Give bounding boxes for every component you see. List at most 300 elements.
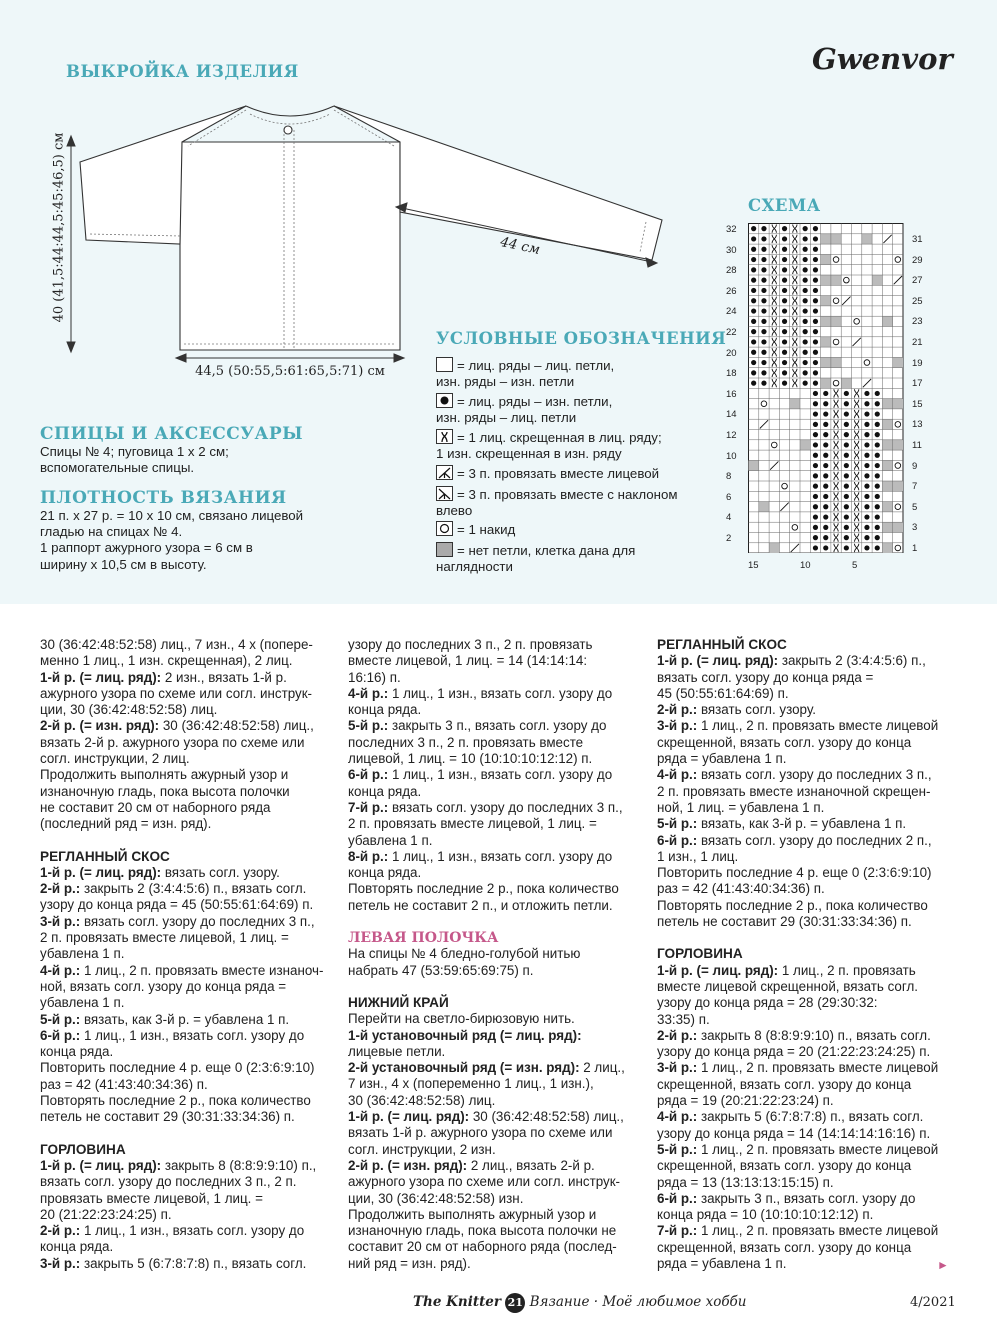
page-number: 21 xyxy=(505,1293,525,1313)
chart-cell-purl xyxy=(823,504,828,509)
chart-cell-purl xyxy=(844,484,849,489)
chart-cell-purl xyxy=(864,453,869,458)
chart-cell-purl xyxy=(864,545,869,550)
chart-cell-purl xyxy=(864,422,869,427)
chart-cell-purl xyxy=(782,319,787,324)
chart-cell-purl xyxy=(813,370,818,375)
paragraph: 3-й р.: 1 лиц., 2 п. провязать вместе лицевой скрещенной, вязать согл. узору до конца ряда = 19 (20:21:22:23:24) п. xyxy=(657,1060,939,1109)
paragraph: 4-й р.: 1 лиц., 2 п. провязать вместе изнаноч- ной, вязать согл. узору до конца ряда = убавлена 1 п. xyxy=(40,962,324,1011)
chart-cell-purl xyxy=(813,278,818,283)
legend-item-twisted: = 1 лиц. скрещенная в лиц. ряду; 1 изн. скрещенная в изн. ряду xyxy=(436,430,662,461)
chart-cell-purl xyxy=(782,381,787,386)
chart-row-number: 6 xyxy=(726,491,732,503)
chart-cell-purl xyxy=(761,350,766,355)
chart-row-number: 2 xyxy=(726,533,732,544)
chart-cell-purl xyxy=(875,514,880,519)
chart-cell-purl xyxy=(803,247,808,252)
chart-cell-purl xyxy=(751,236,756,241)
chart-cell-purl xyxy=(823,422,828,427)
chart-cell-purl xyxy=(761,308,766,313)
chart-cell-purl xyxy=(761,319,766,324)
chart-cell-purl xyxy=(782,288,787,293)
stitch-chart xyxy=(748,223,905,553)
chart-row-number: 27 xyxy=(912,275,923,287)
chart-cell-purl xyxy=(813,381,818,386)
chart-cell-no-stitch xyxy=(831,357,841,367)
section-heading: НИЖНИЙ КРАЙ xyxy=(348,994,449,1010)
chart-cell-purl xyxy=(813,442,818,447)
chart-cell-purl xyxy=(823,401,828,406)
chart-cell-purl xyxy=(875,463,880,468)
paragraph: 4-й р.: 1 лиц., 1 изн., вязать согл. узору до конца ряда. xyxy=(348,685,613,718)
paragraph: 3-й р.: закрыть 5 (6:7:8:7:8) п., вязать согл. xyxy=(40,1255,307,1271)
chart-cell-purl xyxy=(803,339,808,344)
chart-cell-purl xyxy=(813,504,818,509)
chart-cell-purl xyxy=(803,381,808,386)
chart-cell-purl xyxy=(782,350,787,355)
paragraph: Перейти на светло-бирюзовую нить. xyxy=(348,1011,575,1027)
chart-cell-purl xyxy=(813,319,818,324)
chart-cell-purl xyxy=(782,278,787,283)
chart-cell-purl xyxy=(844,525,849,530)
yarn-over-icon xyxy=(436,521,453,536)
chart-cell-purl xyxy=(782,329,787,334)
chart-cell-purl xyxy=(803,288,808,293)
chart-cell-purl xyxy=(875,494,880,499)
chart-row-number: 15 xyxy=(912,398,923,410)
chart-row-number: 29 xyxy=(912,254,923,266)
issue-number: 4/2021 xyxy=(910,1295,956,1310)
chart-cell-purl xyxy=(813,257,818,262)
chart-cell-purl xyxy=(823,473,828,478)
chart-cell-no-stitch xyxy=(882,460,892,470)
chart-row-number: 13 xyxy=(912,419,923,431)
paragraph: 6-й р.: закрыть 3 п., вязать согл. узору до конца ряда = 10 (10:10:10:12:12) п. xyxy=(657,1190,916,1223)
chart-row-number: 24 xyxy=(726,306,737,318)
chart-cell-purl xyxy=(813,494,818,499)
section-heading: ГОРЛОВИНА xyxy=(657,946,743,962)
chart-cell-purl xyxy=(751,360,756,365)
magazine-tagline: Вязание · Моё любимое хобби xyxy=(529,1294,747,1310)
paragraph: 6-й р.: вязать согл. узору до последних 2 п., 1 изн., 1 лиц. xyxy=(657,832,932,864)
chart-cell-purl xyxy=(875,422,880,427)
chart-cell-no-stitch xyxy=(872,275,882,285)
chart-cell-purl xyxy=(803,278,808,283)
paragraph: 1-й р. (= лиц. ряд): 30 (36:42:48:52:58) лиц., вязать 1-й р. ажурного узора по схеме или согл. инструкции, 2 изн. xyxy=(348,1109,624,1157)
chart-cell-purl xyxy=(782,247,787,252)
chart-cell-purl xyxy=(751,370,756,375)
chart-cell-no-stitch xyxy=(893,440,903,450)
chart-cell-purl xyxy=(823,463,828,468)
chart-row-number: 28 xyxy=(726,265,737,277)
paragraph: 5-й р.: вязать, как 3-й р. = убавлена 1 п. xyxy=(657,816,907,832)
section-heading-left-front: ЛЕВАЯ ПОЛОЧКА xyxy=(348,930,499,947)
legend-item-k3tog: = 3 п. провязать вместе лицевой xyxy=(436,465,716,482)
chart-row-number: 7 xyxy=(912,481,918,493)
paragraph: 1-й установочный ряд (= лиц. ряд): лицевые петли. xyxy=(348,1027,582,1059)
chart-cell-purl xyxy=(813,401,818,406)
chart-cell-purl xyxy=(761,360,766,365)
chart-cell-no-stitch xyxy=(893,357,903,367)
chart-cell-no-stitch xyxy=(821,316,831,326)
chart-cell-purl xyxy=(844,535,849,540)
chart-cell-purl xyxy=(761,381,766,386)
legend-item-purl: = лиц. ряды – изн. петли, изн. ряды – лиц. петли xyxy=(436,394,613,425)
chart-cell-purl xyxy=(761,288,766,293)
chart-cell-purl xyxy=(844,463,849,468)
chart-cell-purl xyxy=(844,494,849,499)
chart-cell-no-stitch xyxy=(882,316,892,326)
chart-row-number: 4 xyxy=(726,512,732,524)
chart-cell-no-stitch xyxy=(882,522,892,532)
paragraph: 8-й р.: 1 лиц., 1 изн., вязать согл. узору до конца ряда. xyxy=(348,848,613,881)
paragraph: 1-й р. (= лиц. ряд): закрыть 2 (3:4:4:5:6) п., вязать согл. узору до конца ряда = 45 (50:55:61:64:69) п. xyxy=(657,653,926,701)
chart-cell-purl xyxy=(803,329,808,334)
chart-cell-purl xyxy=(844,422,849,427)
paragraph: 2-й р. (= изн. ряд): 2 лиц., вязать 2-й р. ажурного узора по схеме или согл. инструк- ции, 30 (36:42:48:52:58) изн. xyxy=(348,1157,621,1206)
paragraph: 5-й р.: вязать, как 3-й р. = убавлена 1 п. xyxy=(40,1011,290,1027)
chart-cell-purl xyxy=(761,236,766,241)
paragraph: узору до последних 3 п., 2 п. провязать вместе лицевой, 1 лиц. = 14 (14:14:14: 16:16) п. xyxy=(348,637,593,685)
chart-cell-purl xyxy=(782,308,787,313)
chart-cell-no-stitch xyxy=(882,419,892,429)
chart-cell-purl xyxy=(761,370,766,375)
chart-row-number: 20 xyxy=(726,347,737,359)
chart-row-number: 11 xyxy=(912,440,922,451)
chart-row-number: 1 xyxy=(912,543,918,554)
chart-row-number: 31 xyxy=(912,234,923,245)
sleeve-length-label: 44 см xyxy=(498,233,542,259)
paragraph: Повторить последние 4 р. еще 0 (2:3:6:9:10) раз = 42 (41:43:40:34:36) п. Повторять последние 2 р., пока количество петель не составит 29 (30:31:33:34:36) п. xyxy=(40,1060,315,1125)
twisted-stitch-icon xyxy=(436,429,453,444)
chart-cell-purl xyxy=(803,370,808,375)
chart-title: СХЕМА xyxy=(748,196,821,215)
chart-cell-purl xyxy=(803,360,808,365)
chart-cell-no-stitch xyxy=(790,399,800,409)
chart-cell-no-stitch xyxy=(882,440,892,450)
chart-cell-purl xyxy=(813,350,818,355)
chart-row-number: 14 xyxy=(726,409,737,421)
chart-cell-purl xyxy=(864,535,869,540)
chart-cell-purl xyxy=(813,247,818,252)
chart-cell-no-stitch xyxy=(882,481,892,491)
page-footer xyxy=(413,1293,747,1313)
chart-cell-purl xyxy=(875,473,880,478)
chart-cell-purl xyxy=(875,535,880,540)
accessories-title: СПИЦЫ И АКСЕССУАРЫ xyxy=(40,424,304,444)
pattern-title: ВЫКРОЙКА ИЗДЕЛИЯ xyxy=(66,62,299,81)
paragraph: Продолжить выполнять ажурный узор и изнаночную гладь, пока высота полочки не составит 20 см от наборного ряда (послед- ний ряд = изн. ряд). xyxy=(348,1206,617,1271)
chart-cell-no-stitch xyxy=(821,296,831,306)
chart-cell-purl xyxy=(813,267,818,272)
chart-row-number: 23 xyxy=(912,316,923,328)
chart-row-number: 18 xyxy=(726,368,737,380)
chart-cell-purl xyxy=(782,298,787,303)
chart-cell-purl xyxy=(761,329,766,334)
chart-cell-purl xyxy=(813,535,818,540)
chart-cell-purl xyxy=(875,411,880,416)
legend-item-sk2p: = 3 п. провязать вместе с наклоном влево xyxy=(436,487,678,518)
chart-cell-purl xyxy=(844,514,849,519)
chart-cell-no-stitch xyxy=(893,481,903,491)
chart-cell-purl xyxy=(864,391,869,396)
chart-col-5: 5 xyxy=(852,560,858,571)
chart-cell-purl xyxy=(875,484,880,489)
chart-cell-purl xyxy=(813,514,818,519)
chart-cell-purl xyxy=(864,494,869,499)
chart-cell-no-stitch xyxy=(831,316,841,326)
chart-cell-purl xyxy=(803,226,808,231)
paragraph: 7-й р.: 1 лиц., 2 п. провязать вместе лицевой скрещенной, вязать согл. узору до конца ряда = убавлена 1 п. xyxy=(657,1223,939,1271)
legend-title: УСЛОВНЫЕ ОБОЗНАЧЕНИЯ xyxy=(436,329,727,348)
section-heading: ГОРЛОВИНА xyxy=(40,1141,126,1157)
chart-cell-purl xyxy=(864,411,869,416)
chart-cell-no-stitch xyxy=(831,234,841,244)
filled-dot-icon xyxy=(436,393,453,408)
chart-cell-purl xyxy=(813,422,818,427)
chart-cell-purl xyxy=(761,339,766,344)
paragraph: 4-й р.: закрыть 5 (6:7:8:7:8) п., вязать согл. узору до конца ряда = 14 (14:14:14:16:16) п. xyxy=(657,1109,931,1141)
chart-cell-no-stitch xyxy=(821,234,831,244)
chart-cell-purl xyxy=(803,267,808,272)
empty-square-icon xyxy=(436,357,453,372)
chart-cell-no-stitch xyxy=(893,522,903,532)
chart-cell-purl xyxy=(813,473,818,478)
chart-cell-purl xyxy=(803,308,808,313)
chart-cell-no-stitch xyxy=(841,378,851,388)
chart-cell-purl xyxy=(761,247,766,252)
chart-cell-purl xyxy=(823,514,828,519)
chart-row-number: 17 xyxy=(912,378,923,390)
chart-cell-purl xyxy=(864,504,869,509)
chart-cell-purl xyxy=(751,247,756,252)
chart-cell-purl xyxy=(864,525,869,530)
chart-cell-no-stitch xyxy=(882,543,892,553)
paragraph: Продолжить выполнять ажурный узор и изнаночную гладь, пока высота полочки не составит 20 см от наборного ряда (последний ряд = изн. ряд). xyxy=(40,767,290,832)
chart-cell-purl xyxy=(875,545,880,550)
chart-cell-purl xyxy=(803,350,808,355)
chart-cell-purl xyxy=(751,308,756,313)
chart-row-number: 8 xyxy=(726,471,732,483)
brand-logo: Gwenvor xyxy=(812,42,953,76)
chart-cell-no-stitch xyxy=(821,275,831,285)
chart-cell-purl xyxy=(823,453,828,458)
gauge-title: ПЛОТНОСТЬ ВЯЗАНИЯ xyxy=(40,488,287,508)
k3tog-icon xyxy=(436,465,453,480)
chart-cell-purl xyxy=(803,298,808,303)
chart-cell-purl xyxy=(844,442,849,447)
chart-cell-purl xyxy=(782,226,787,231)
chart-cell-purl xyxy=(751,381,756,386)
chart-cell-purl xyxy=(751,288,756,293)
chart-cell-purl xyxy=(875,504,880,509)
chart-row-number: 10 xyxy=(726,450,737,462)
chart-cell-purl xyxy=(844,411,849,416)
chart-row-number: 21 xyxy=(912,337,923,348)
chart-col-10: 10 xyxy=(800,560,811,571)
chart-cell-no-stitch xyxy=(831,275,841,285)
paragraph: 2-й р.: 1 лиц., 1 изн., вязать согл. узору до конца ряда. xyxy=(40,1223,305,1255)
paragraph: 7-й р.: вязать согл. узору до последних 3 п., 2 п. провязать вместе лицевой, 1 лиц. = убавлена 1 п. xyxy=(348,799,623,848)
chart-cell-no-stitch xyxy=(769,543,779,553)
chart-row-number: 3 xyxy=(912,522,918,534)
chart-cell-purl xyxy=(782,267,787,272)
chart-cell-purl xyxy=(813,484,818,489)
accessories-text: Спицы № 4; пуговица 1 х 2 см; вспомогательные спицы. xyxy=(40,444,229,476)
chart-cell-purl xyxy=(803,257,808,262)
chart-cell-purl xyxy=(761,267,766,272)
chart-cell-purl xyxy=(761,257,766,262)
paragraph: 4-й р.: вязать согл. узору до последних 3 п., 2 п. провязать вместе изнаночной скрещен- ной, 1 лиц. = убавлена 1 п. xyxy=(657,767,932,815)
chart-cell-purl xyxy=(844,432,849,437)
continue-arrow-icon: ► xyxy=(937,1258,949,1272)
chart-cell-no-stitch xyxy=(800,440,810,450)
chart-cell-purl xyxy=(875,453,880,458)
paragraph: 2-й установочный ряд (= изн. ряд): 2 лиц., 7 изн., 4 х (попеременно 1 лиц., 1 изн.), 30 (36:42:48:52:58) лиц. xyxy=(348,1060,625,1108)
instructions-column-1 xyxy=(40,637,340,1272)
chart-cell-purl xyxy=(864,463,869,468)
chart-cell-purl xyxy=(844,391,849,396)
paragraph: Повторить последние 4 р. еще 0 (2:3:6:9:10) раз = 42 (41:43:40:34:36) п. Повторять последние 2 р., пока количество петель не составит 29 (30:31:33:34:36) п. xyxy=(657,865,932,930)
chart-row-number: 30 xyxy=(726,244,737,256)
chart-cell-purl xyxy=(782,236,787,241)
chart-cell-purl xyxy=(782,339,787,344)
chart-row-number: 19 xyxy=(912,357,923,369)
chart-cell-purl xyxy=(751,329,756,334)
gauge-text: 21 п. х 27 р. = 10 х 10 см, связано лицевой гладью на спицах № 4. 1 раппорт ажурного узора = 6 см в ширину х 10,5 см в высоту. xyxy=(40,508,304,572)
chart-row-number: 32 xyxy=(726,224,737,235)
paragraph: 2-й р.: вязать согл. узору. xyxy=(657,702,816,718)
chart-cell-no-stitch xyxy=(821,357,831,367)
instructions-column-2 xyxy=(348,637,648,1272)
paragraph: 6-й р.: 1 лиц., 1 изн., вязать согл. узору до конца ряда. xyxy=(40,1027,305,1060)
chart-cell-purl xyxy=(813,329,818,334)
chart-cell-purl xyxy=(782,370,787,375)
chart-cell-purl xyxy=(813,525,818,530)
chart-cell-purl xyxy=(823,535,828,540)
chart-cell-no-stitch xyxy=(749,460,759,470)
chart-row-number: 16 xyxy=(726,388,737,400)
chart-cell-purl xyxy=(803,236,808,241)
chart-cell-purl xyxy=(761,298,766,303)
chart-cell-purl xyxy=(813,308,818,313)
chart-cell-purl xyxy=(864,484,869,489)
section-heading: РЕГЛАННЫЙ СКОС xyxy=(40,848,170,864)
chart-cell-purl xyxy=(751,226,756,231)
chart-cell-purl xyxy=(844,401,849,406)
chart-cell-purl xyxy=(751,257,756,262)
instructions-column-3 xyxy=(657,637,957,1272)
chart-cell-purl xyxy=(875,391,880,396)
chart-cell-purl xyxy=(813,360,818,365)
chart-cell-purl xyxy=(782,257,787,262)
paragraph: 6-й р.: 1 лиц., 1 изн., вязать согл. узору до конца ряда. xyxy=(348,767,613,799)
chart-cell-purl xyxy=(751,278,756,283)
chart-cell-purl xyxy=(813,288,818,293)
paragraph: На спицы № 4 бледно-голубой нитью набрать 47 (53:59:65:69:75) п. xyxy=(348,946,581,978)
chart-cell-no-stitch xyxy=(882,399,892,409)
paragraph: 2-й р.: закрыть 2 (3:4:4:5:6) п., вязать согл. узору до конца ряда = 45 (50:55:61:64:69) п. xyxy=(40,881,314,913)
paragraph: 1-й р. (= лиц. ряд): 1 лиц., 2 п. провязать вместе лицевой скрещенной, вязать согл. узору до конца ряда = 28 (29:30:32: 33:35) п. xyxy=(657,962,919,1027)
chart-cell-no-stitch xyxy=(759,502,769,512)
chart-cell-purl xyxy=(875,525,880,530)
chart-cell-purl xyxy=(813,545,818,550)
chart-cell-purl xyxy=(823,391,828,396)
chart-cell-purl xyxy=(844,473,849,478)
paragraph: 5-й р.: закрыть 3 п., вязать согл. узору до последних 3 п., 2 п. провязать вместе лицевой, 1 лиц. = 10 (10:10:10:12:12) п. xyxy=(348,718,607,767)
chart-row-number: 26 xyxy=(726,285,737,297)
paragraph: 5-й р.: 1 лиц., 2 п. провязать вместе лицевой скрещенной, вязать согл. узору до конца ряда = 13 (13:13:13:15:15) п. xyxy=(657,1141,939,1190)
chart-cell-purl xyxy=(803,319,808,324)
no-stitch-icon xyxy=(436,542,453,557)
chart-cell-no-stitch xyxy=(882,502,892,512)
paragraph: 1-й р. (= лиц. ряд): 2 изн., вязать 1-й р. ажурного узора по схеме или согл. инструк- ции, 30 (36:42:48:52:58) лиц. xyxy=(40,669,313,718)
legend-item-yo: = 1 накид xyxy=(436,521,716,538)
height-dimension-label: 40 (41,5:44:44,5:45:46,5) см xyxy=(51,132,67,323)
chart-cell-purl xyxy=(761,278,766,283)
chart-cell-purl xyxy=(751,298,756,303)
paragraph: 30 (36:42:48:52:58) лиц., 7 изн., 4 х (попере- менно 1 лиц., 1 изн. скрещенная), 2 лиц. xyxy=(40,637,313,669)
paragraph: Повторять последние 2 р., пока количество петель не составит 2 п., и отложить петли. xyxy=(348,881,619,913)
chart-cell-purl xyxy=(751,339,756,344)
chart-row-number: 25 xyxy=(912,295,923,307)
chart-cell-purl xyxy=(813,339,818,344)
chart-bottom-numbers xyxy=(748,560,908,574)
paragraph: 2-й р. (= изн. ряд): 30 (36:42:48:52:58) лиц., вязать 2-й р. ажурного узора по схеме или согл. инструкции, 2 лиц. xyxy=(40,718,314,767)
paragraph: 2-й р.: закрыть 8 (8:8:9:9:10) п., вязать согл. узору до конца ряда = 20 (21:22:23:24:25) п. xyxy=(657,1027,931,1060)
chart-cell-no-stitch xyxy=(893,399,903,409)
chart-cell-purl xyxy=(844,504,849,509)
chart-cell-purl xyxy=(751,267,756,272)
chart-cell-purl xyxy=(844,453,849,458)
chart-row-number: 12 xyxy=(726,430,737,441)
chart-cell-purl xyxy=(864,514,869,519)
chart-cell-no-stitch xyxy=(821,254,831,264)
chart-cell-purl xyxy=(844,545,849,550)
chart-cell-purl xyxy=(823,442,828,447)
chart-cell-purl xyxy=(813,236,818,241)
chart-cell-purl xyxy=(823,525,828,530)
chart-cell-purl xyxy=(813,226,818,231)
chart-cell-purl xyxy=(782,360,787,365)
chart-cell-purl xyxy=(823,411,828,416)
chart-cell-purl xyxy=(761,226,766,231)
chart-cell-purl xyxy=(823,494,828,499)
chart-cell-purl xyxy=(813,391,818,396)
paragraph: 1-й р. (= лиц. ряд): вязать согл. узору. xyxy=(40,864,280,880)
chart-cell-purl xyxy=(813,432,818,437)
chart-cell-no-stitch xyxy=(862,234,872,244)
chart-cell-purl xyxy=(823,432,828,437)
chart-row-number: 5 xyxy=(912,501,918,513)
chart-cell-no-stitch xyxy=(821,378,831,388)
chart-cell-purl xyxy=(813,411,818,416)
width-dimension-label: 44,5 (50:55,5:61:65,5:71) см xyxy=(195,364,385,379)
legend-item-knit: = лиц. ряды – лиц. петли, изн. ряды – изн. петли xyxy=(436,358,615,389)
chart-cell-purl xyxy=(751,350,756,355)
chart-col-15: 15 xyxy=(748,560,759,571)
chart-cell-purl xyxy=(864,473,869,478)
chart-row-number: 22 xyxy=(726,327,737,338)
chart-cell-purl xyxy=(813,463,818,468)
chart-cell-purl xyxy=(751,319,756,324)
chart-cell-purl xyxy=(823,484,828,489)
chart-cell-purl xyxy=(864,401,869,406)
sk2p-icon xyxy=(436,486,453,501)
chart-cell-purl xyxy=(875,401,880,406)
chart-cell-no-stitch xyxy=(821,337,831,347)
section-heading: РЕГЛАННЫЙ СКОС xyxy=(657,637,787,652)
